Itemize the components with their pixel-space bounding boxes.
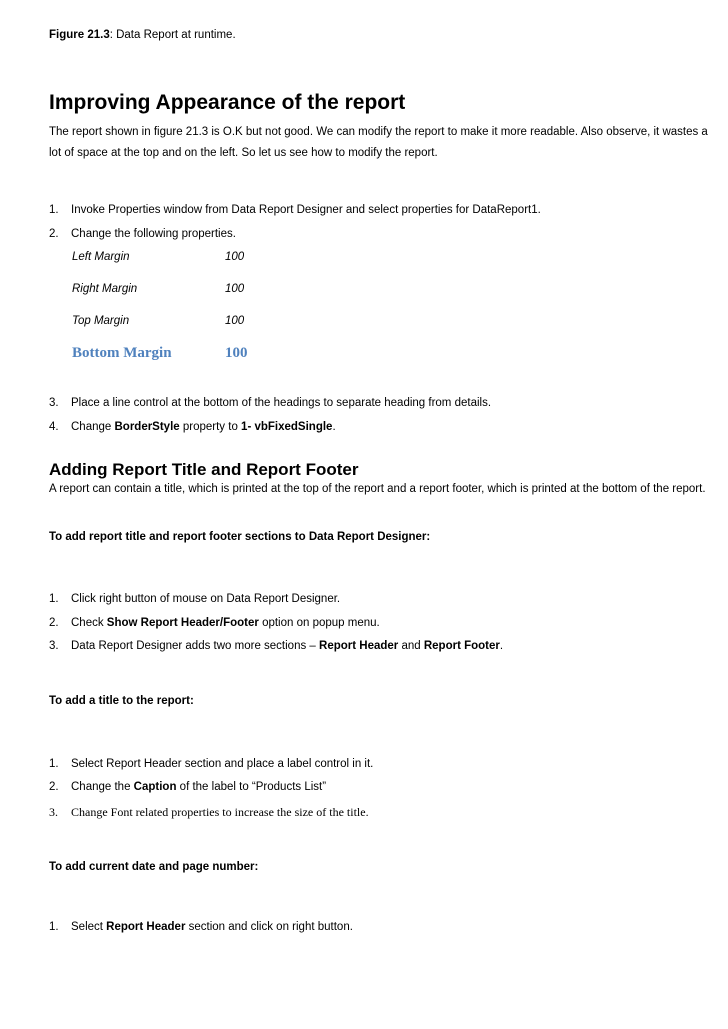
- section-paragraph: The report shown in figure 21.3 is O.K but not good. We can modify the report to make it more readable. Also observe, it wastes a lot of space at the top and on the left. So let us see how to modify the report.: [49, 126, 708, 159]
- subheading: To add report title and report footer sections to Data Report Designer:: [49, 531, 431, 543]
- section-paragraph: A report can contain a title, which is printed at the top of the report and a report footer, which is printed at the bottom of the report.: [49, 483, 706, 495]
- figure-caption-text: : Data Report at runtime.: [109, 29, 236, 41]
- property-row-left-margin: Left Margin 100: [72, 251, 245, 263]
- list-item: 2. Change the Caption of the label to “Products List”: [49, 781, 327, 793]
- list-item: 3. Place a line control at the bottom of the headings to separate heading from details.: [49, 397, 492, 409]
- figure-caption: [49, 29, 236, 41]
- list-item: 1. Click right button of mouse on Data Report Designer.: [49, 593, 341, 605]
- section-heading-improving-appearance: Improving Appearance of the report: [49, 91, 406, 114]
- list-item: 3. Data Report Designer adds two more sections – Report Header and Report Footer.: [49, 640, 504, 652]
- list-item: 2. Change the following properties.: [49, 228, 236, 240]
- subheading: To add a title to the report:: [49, 695, 194, 707]
- figure-label: Figure 21.3: [49, 29, 110, 41]
- list-item: 1. Select Report Header section and click on right button.: [49, 921, 353, 933]
- list-item: 1. Select Report Header section and place a label control in it.: [49, 758, 374, 770]
- property-row-right-margin: Right Margin 100: [72, 283, 245, 295]
- list-item: 3. Change Font related properties to increase the size of the title.: [49, 805, 369, 819]
- list-item: 2. Check Show Report Header/Footer option on popup menu.: [49, 617, 380, 629]
- section-heading-report-title-footer: Adding Report Title and Report Footer: [49, 460, 359, 479]
- list-item: 4. Change BorderStyle property to 1- vbFixedSingle.: [49, 421, 336, 433]
- property-row-bottom-margin: Bottom Margin 100: [72, 345, 248, 361]
- subheading: To add current date and page number:: [49, 861, 259, 873]
- property-row-top-margin: Top Margin 100: [72, 315, 245, 327]
- list-item: 1. Invoke Properties window from Data Report Designer and select properties for DataReport1.: [49, 204, 541, 216]
